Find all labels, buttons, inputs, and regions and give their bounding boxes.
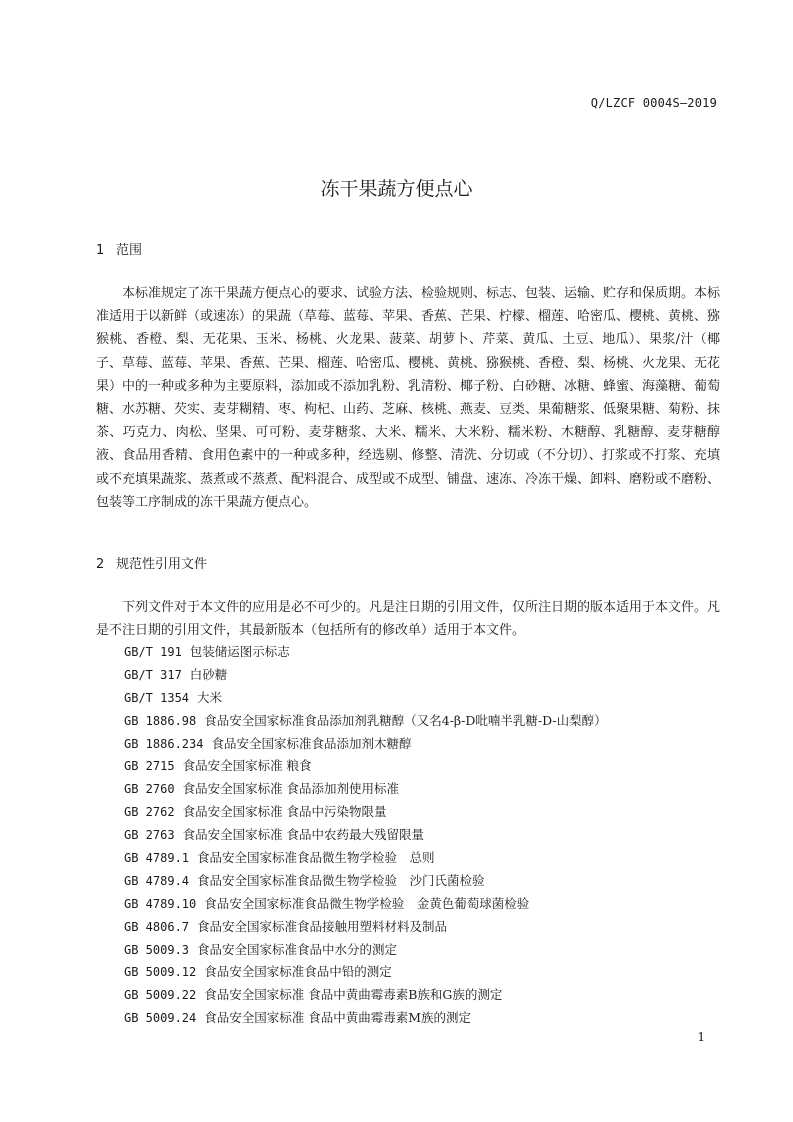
reference-code: GB 2762 — [124, 805, 175, 820]
reference-title: 食品安全国家标准食品添加剂木糖醇 — [211, 735, 412, 751]
reference-title: 食品安全国家标准食品接触用塑料材料及制品 — [197, 918, 448, 934]
reference-title: 食品安全国家标准 食品中黄曲霉毒素B族和G族的测定 — [204, 987, 503, 1003]
reference-item — [124, 984, 607, 1007]
reference-code: GB 4789.10 — [124, 896, 197, 911]
reference-code: GB 5009.22 — [124, 988, 197, 1003]
section-2-number: 2 — [96, 557, 105, 572]
reference-title: 食品安全国家标准食品微生物学检验 金黄色葡萄球菌检验 — [204, 895, 530, 911]
reference-title: 食品安全国家标准 粮食 — [182, 758, 312, 774]
reference-code: GB 4789.4 — [124, 873, 190, 888]
reference-code: GB 2763 — [124, 828, 175, 843]
page-number: 1 — [697, 1030, 705, 1044]
section-1-heading — [96, 239, 142, 258]
reference-item — [124, 778, 607, 801]
section-2-paragraph: 下列文件对于本文件的应用是必不可少的。凡是注日期的引用文件，仅所注日期的版本适用于本文件。凡是不注日期的引用文件，其最新版本（包括所有的修改单）适用于本文件。 — [96, 600, 721, 639]
reference-code: GB 1886.98 — [124, 713, 197, 728]
reference-item — [124, 870, 607, 893]
reference-list — [124, 641, 607, 1030]
reference-title: 食品安全国家标准食品添加剂乳糖醇（又名4-β-D吡喃半乳糖-D-山梨醇） — [204, 712, 607, 728]
reference-code: GB/T 191 — [124, 645, 182, 659]
section-2-heading — [96, 553, 207, 572]
reference-code: GB/T 1354 — [124, 690, 190, 705]
page-title: 冻干果蔬方便点心 — [320, 178, 473, 200]
reference-code: GB 5009.24 — [124, 1011, 197, 1026]
reference-item — [124, 687, 607, 710]
reference-item — [124, 916, 607, 939]
reference-title: 白砂糖 — [189, 666, 228, 682]
reference-title: 食品安全国家标准食品中水分的测定 — [197, 941, 398, 957]
reference-code: GB 2715 — [124, 759, 175, 774]
reference-code: GB/T 317 — [124, 667, 182, 682]
reference-item — [124, 1007, 607, 1030]
reference-title: 食品安全国家标准食品微生物学检验 总则 — [197, 850, 435, 866]
reference-code: GB 4789.1 — [124, 851, 190, 866]
reference-title: 食品安全国家标准食品中铅的测定 — [204, 964, 392, 980]
reference-title: 包装储运图示标志 — [189, 644, 290, 659]
reference-item — [124, 824, 607, 847]
reference-title: 食品安全国家标准 食品添加剂使用标准 — [182, 781, 400, 797]
reference-title: 食品安全国家标准 食品中黄曲霉毒素M族的测定 — [204, 1010, 472, 1026]
reference-title: 食品安全国家标准食品微生物学检验 沙门氏菌检验 — [197, 872, 485, 888]
reference-item — [124, 710, 607, 733]
reference-item — [124, 641, 607, 664]
reference-code: GB 4806.7 — [124, 919, 190, 934]
reference-item — [124, 939, 607, 962]
section-1-title: 范围 — [116, 243, 143, 258]
reference-item — [124, 961, 607, 984]
reference-item — [124, 801, 607, 824]
reference-title: 食品安全国家标准 食品中污染物限量 — [182, 804, 387, 820]
reference-code: GB 5009.12 — [124, 965, 197, 980]
reference-item — [124, 755, 607, 778]
reference-code: GB 5009.3 — [124, 942, 190, 957]
reference-item — [124, 847, 607, 870]
section-2-title: 规范性引用文件 — [116, 557, 208, 572]
reference-item — [124, 733, 607, 756]
reference-code: GB 1886.234 — [124, 736, 204, 751]
reference-item — [124, 893, 607, 916]
reference-title: 大米 — [197, 689, 223, 705]
document-code: Q/LZCF 0004S—2019 — [590, 96, 717, 110]
reference-title: 食品安全国家标准 食品中农药最大残留限量 — [182, 827, 425, 843]
section-1-number: 1 — [96, 243, 105, 258]
reference-code: GB 2760 — [124, 782, 175, 797]
reference-item — [124, 664, 607, 687]
section-1-paragraph: 本标准规定了冻干果蔬方便点心的要求、试验方法、检验规则、标志、包装、运输、贮存和保质期。本标准适用于以新鲜（或速冻）的果蔬（草莓、蓝莓、苹果、香蕉、芒果、柠檬、榴莲、哈密瓜、樱桃、黄桃、猕猴桃、香橙、梨、无花果、玉米、杨桃、火龙果、菠菜、胡萝卜、芹菜、黄瓜、土豆、地瓜）、果浆/汁（椰子、草莓、蓝莓、苹果、香蕉、芒果、榴莲、哈密瓜、樱桃、黄桃、猕猴桃、香橙、梨、杨桃、火龙果、无花果）中的一种或多种为主要原料，添加或不添加乳粉、乳清粉、椰子粉、白砂糖、冰糖、蜂蜜、海藻糖、葡萄糖、水苏糖、芡实、麦芽糊精、枣、枸杞、山药、芝麻、核桃、燕麦、豆类、果葡糖浆、低聚果糖、菊粉、抹茶、巧克力、肉松、坚果、可可粉、麦芽糖浆、大米、糯米、大米粉、糯米粉、木糖醇、乳糖醇、麦芽糖醇液、食品用香精、食用色素中的一种或多种，经选剔、修整、清洗、分切或（不分切）、打浆或不打浆、充填或不充填果蔬浆、蒸煮或不蒸煮、配料混合、成型或不成型、铺盘、速冻、冷冻干燥、卸料、磨粉或不磨粉、包装等工序制成的冻干果蔬方便点心。 — [96, 286, 721, 510]
